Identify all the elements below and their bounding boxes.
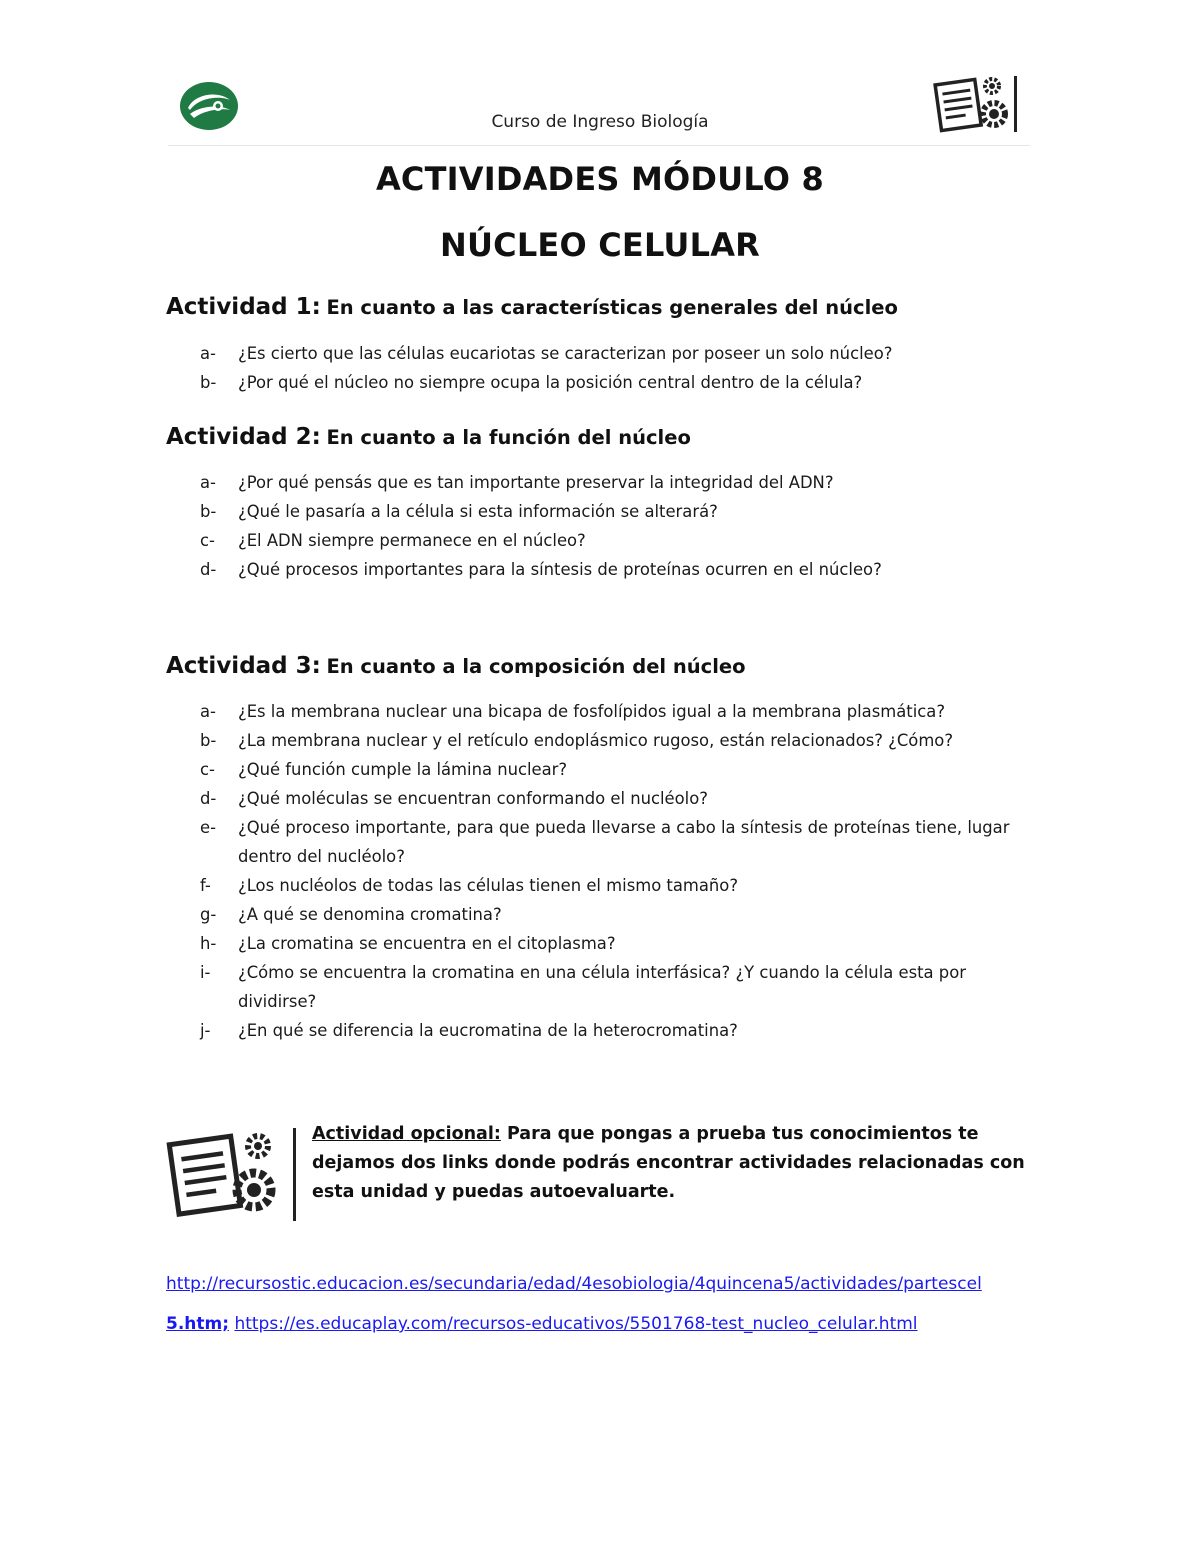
- optional-description: Para que pongas a prueba tus conocimientos te dejamos dos links donde podrás encontrar actividades relacionadas con esta unidad y puedas autoevaluarte.: [312, 1124, 1025, 1202]
- list-item: [166, 468, 1046, 497]
- list-item: [166, 368, 1046, 397]
- activity-3-heading: [166, 653, 746, 679]
- item-text: ¿Cómo se encuentra la cromatina en una célula interfásica? ¿Y cuando la célula esta por dividirse?: [238, 963, 966, 1011]
- item-text: ¿Por qué pensás que es tan importante preservar la integridad del ADN?: [238, 473, 834, 492]
- item-text: ¿Por qué el núcleo no siempre ocupa la posición central dentro de la célula?: [238, 373, 863, 392]
- item-letter: d-: [200, 789, 217, 808]
- list-item: [166, 726, 1046, 755]
- link-recursostic[interactable]: http://recursostic.educacion.es/secundaria/edad/4esobiologia/4quincena5/actividades/partescel: [166, 1274, 982, 1294]
- list-item: [166, 900, 1046, 929]
- item-text: ¿Qué proceso importante, para que pueda llevarse a cabo la síntesis de proteínas tiene, lugar dentro del nucléolo?: [238, 818, 1010, 866]
- list-item: [166, 871, 1046, 900]
- list-item: [166, 958, 1046, 1016]
- activity-3-label: Actividad 3:: [166, 653, 321, 679]
- item-letter: i-: [200, 963, 211, 982]
- item-text: ¿El ADN siempre permanece en el núcleo?: [238, 531, 586, 550]
- item-letter: b-: [200, 731, 217, 750]
- item-letter: b-: [200, 502, 217, 521]
- item-text: ¿La membrana nuclear y el retículo endoplásmico rugoso, están relacionados? ¿Cómo?: [238, 731, 954, 750]
- item-letter: a-: [200, 344, 216, 363]
- activity-2-label: Actividad 2:: [166, 424, 321, 450]
- item-letter: h-: [200, 934, 217, 953]
- activity-2-heading: [166, 424, 691, 450]
- activity-2-list: [166, 468, 1046, 584]
- item-letter: c-: [200, 760, 215, 779]
- list-item: [166, 526, 1046, 555]
- list-item: [166, 497, 1046, 526]
- list-item: [166, 929, 1046, 958]
- item-text: ¿La cromatina se encuentra en el citoplasma?: [238, 934, 616, 953]
- item-text: ¿Es cierto que las células eucariotas se caracterizan por poseer un solo núcleo?: [238, 344, 893, 363]
- list-item: [166, 555, 1046, 584]
- item-letter: f-: [200, 876, 211, 895]
- item-text: ¿Qué procesos importantes para la síntesis de proteínas ocurren en el núcleo?: [238, 560, 882, 579]
- activity-3-list: [166, 697, 1046, 1045]
- link-educaplay[interactable]: https://es.educaplay.com/recursos-educativos/5501768-test_nucleo_celular.html: [234, 1314, 918, 1334]
- optional-label: Actividad opcional:: [312, 1124, 501, 1144]
- list-item: [166, 339, 1046, 368]
- list-item: [166, 813, 1046, 871]
- link-recursostic-end[interactable]: 5.htm;: [166, 1314, 230, 1334]
- activity-1-label: Actividad 1:: [166, 294, 321, 320]
- links-block: [166, 1264, 1036, 1344]
- optional-activity: [312, 1120, 1032, 1207]
- item-text: ¿Qué función cumple la lámina nuclear?: [238, 760, 568, 779]
- item-text: ¿En qué se diferencia la eucromatina de la heterocromatina?: [238, 1021, 738, 1040]
- activity-1-heading: [166, 294, 898, 320]
- activity-3-topic: En cuanto a la composición del núcleo: [326, 655, 746, 678]
- item-letter: g-: [200, 905, 217, 924]
- optional-divider: [293, 1128, 296, 1221]
- list-item: [166, 755, 1046, 784]
- item-letter: e-: [200, 818, 216, 837]
- document-title: ACTIVIDADES MÓDULO 8: [375, 160, 825, 198]
- item-letter: a-: [200, 473, 216, 492]
- item-text: ¿Qué moléculas se encuentran conformando el nucléolo?: [238, 789, 708, 808]
- item-letter: d-: [200, 560, 217, 579]
- list-item: [166, 697, 1046, 726]
- list-item: [166, 1016, 1046, 1045]
- item-letter: j-: [200, 1021, 211, 1040]
- item-letter: b-: [200, 373, 217, 392]
- item-text: ¿A qué se denomina cromatina?: [238, 905, 502, 924]
- item-text: ¿Los nucléolos de todas las células tienen el mismo tamaño?: [238, 876, 739, 895]
- document-gears-icon: [932, 72, 1020, 134]
- activity-1-topic: En cuanto a las características generales del núcleo: [326, 296, 898, 319]
- item-text: ¿Es la membrana nuclear una bicapa de fosfolípidos igual a la membrana plasmática?: [238, 702, 946, 721]
- activity-1-list: [166, 339, 1046, 397]
- item-letter: a-: [200, 702, 216, 721]
- header-divider: [168, 145, 1030, 146]
- course-name: Curso de Ingreso Biología: [491, 112, 709, 132]
- item-text: ¿Qué le pasaría a la célula si esta información se alterará?: [238, 502, 718, 521]
- list-item: [166, 784, 1046, 813]
- activity-2-topic: En cuanto a la función del núcleo: [326, 426, 691, 449]
- item-letter: c-: [200, 531, 215, 550]
- document-gears-icon: [166, 1126, 280, 1222]
- document-subtitle: NÚCLEO CELULAR: [439, 226, 761, 264]
